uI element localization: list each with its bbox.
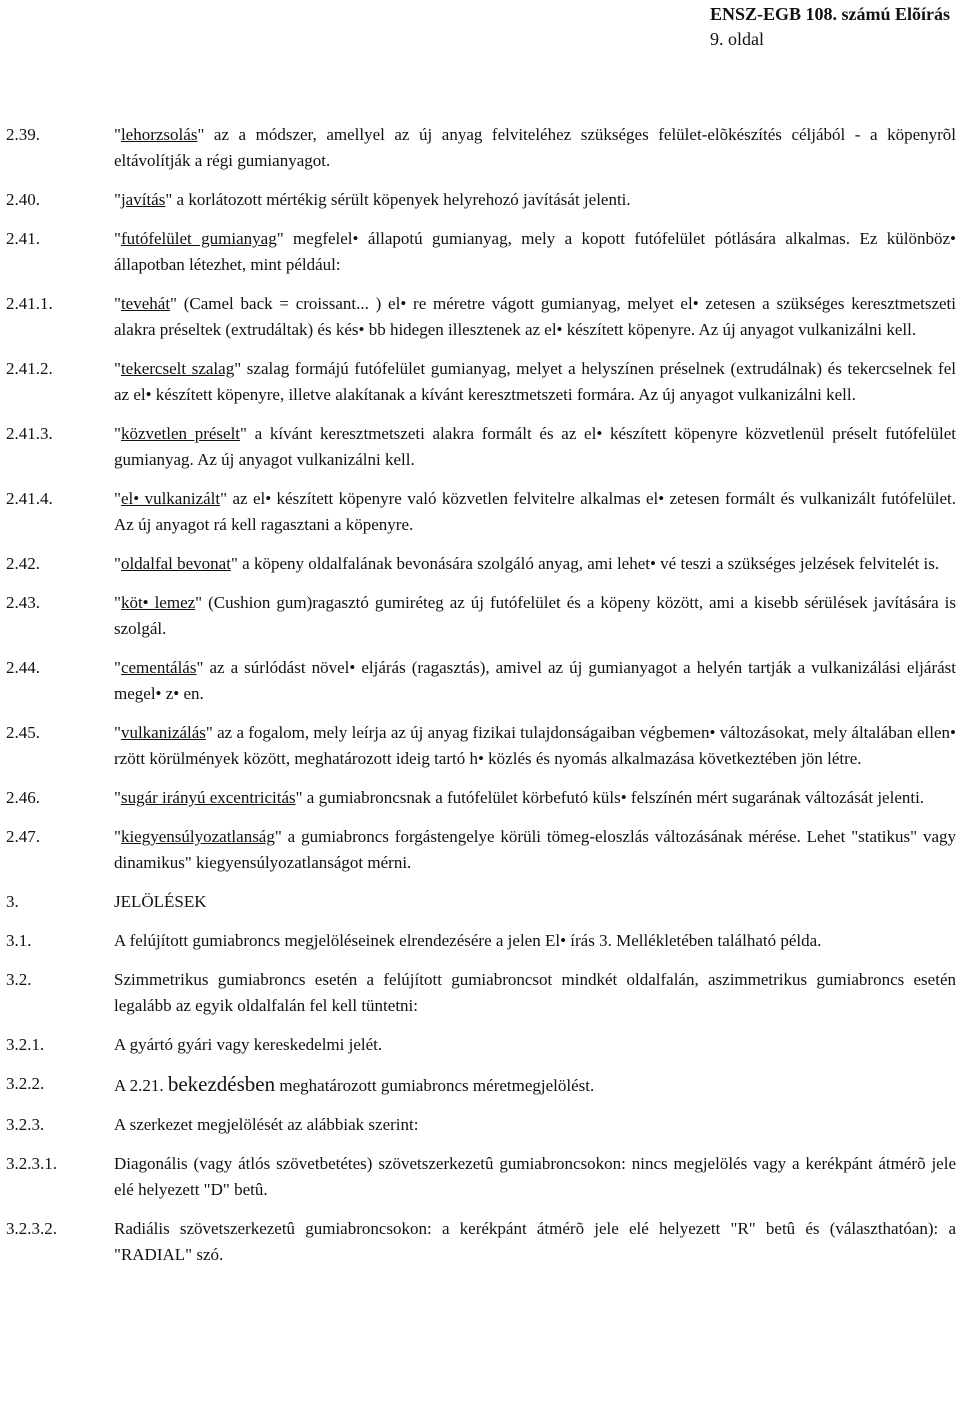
definition-entry	[6, 590, 956, 642]
quote-open: "	[114, 827, 121, 846]
section-item	[6, 1112, 956, 1138]
definition-text: " (Cushion gum)ragasztó gumiréteg az új futófelület és a köpeny között, ami a kisebb sérülések javítására is szolgál.	[114, 593, 956, 638]
section-item	[6, 928, 956, 954]
entry-number: 2.47.	[6, 827, 40, 846]
definition-text: " a kívánt keresztmetszeti alakra formált és az el• készített köpenyre közvetlenül préselt futófelület gumianyag. Az új anyagot vulkanizálni kell.	[114, 424, 956, 469]
defined-term: futófelület gumianyag	[120, 229, 277, 248]
quote-open: "	[114, 723, 121, 742]
quote-open: "	[114, 125, 121, 144]
entry-number: 2.46.	[6, 788, 40, 807]
definition-text: " az a fogalom, mely leírja az új anyag fizikai tulajdonságaiban végbemen• változásokat, mely általában ellen• rzött körülmények között, meghatározott ideig tartó h• közlés és nyomás alkalmazása következtében jön létre.	[114, 723, 956, 768]
item-text-emphasis: bekezdésben	[167, 1072, 276, 1096]
quote-open: "	[114, 229, 121, 248]
defined-term: vulkanizálás	[120, 723, 206, 742]
item-text: Szimmetrikus gumiabroncs esetén a felújított gumiabroncsot mindkét oldalfalán, aszimmetrikus gumiabroncs esetén legalább az egyik oldalfalán fel kell tüntetni:	[114, 970, 956, 1015]
definition-entry	[6, 421, 956, 473]
item-number: 3.2.2.	[6, 1074, 45, 1093]
definition-text: " a köpeny oldalfalának bevonására szolgáló anyag, ami lehet• vé teszi a szükséges jelzések felvitelét is.	[230, 554, 940, 573]
defined-term: köt• lemez	[120, 593, 196, 612]
section-items	[6, 928, 956, 1268]
entry-number: 2.40.	[6, 190, 40, 209]
definitions-list	[6, 122, 956, 876]
entry-number: 2.42.	[6, 554, 40, 573]
entry-text	[114, 187, 956, 213]
definition-text: " szalag formájú futófelület gumianyag, melyet a helyszínen préselnek (extrudálnak) és tekercselnek fel az el• készített köpenyre, illetve alakítanak a kívánt keresztmetszeti formára. Az új anyagot vulkanizálni kell.	[114, 359, 956, 404]
definition-text: " az a súrlódást növel• eljárás (ragasztás), amivel az új gumianyagot a helyén tartják a vulkanizálási eljárást megel• z• en.	[114, 658, 956, 703]
entry-number: 2.43.	[6, 593, 40, 612]
page-header	[710, 2, 950, 52]
item-number: 3.2.1.	[6, 1035, 45, 1054]
definition-text: " megfelel• állapotú gumianyag, mely a kopott futófelület pótlására alkalmas. Ez különböz• állapotban létezhet, mint például:	[114, 229, 957, 274]
quote-open: "	[114, 489, 121, 508]
entry-number: 2.41.2.	[6, 359, 53, 378]
entry-number: 2.41.4.	[6, 489, 53, 508]
definition-entry	[6, 551, 956, 577]
section-item	[6, 967, 956, 1019]
item-text: Radiális szövetszerkezetû gumiabroncsokon: a kerékpánt átmérõ jele elé helyezett "R" betû és (választhatóan): a "RADIAL" szó.	[114, 1219, 956, 1264]
item-number: 3.2.3.1.	[6, 1154, 57, 1173]
quote-open: "	[114, 190, 121, 209]
section-item	[6, 1071, 956, 1099]
section-item	[6, 1216, 956, 1268]
quote-open: "	[114, 788, 121, 807]
entry-number: 2.45.	[6, 723, 40, 742]
definition-entry	[6, 720, 956, 772]
entry-text	[114, 785, 956, 811]
quote-open: "	[114, 554, 121, 573]
defined-term: sugár irányú excentricitás	[120, 788, 296, 807]
entry-text	[114, 590, 956, 642]
definition-entry	[6, 356, 956, 408]
defined-term: tevehát	[120, 294, 171, 313]
entry-text	[114, 421, 956, 473]
definition-entry	[6, 226, 956, 278]
definition-text: " a gumiabroncs forgástengelye körüli tömeg-eloszlás változásának mérése. Lehet "statikus" vagy dinamikus" kiegyensúlyozatlanságot mérni.	[114, 827, 956, 872]
defined-term: közvetlen préselt	[120, 424, 241, 443]
entry-text	[114, 226, 956, 278]
section-item	[6, 1032, 956, 1058]
definition-entry	[6, 785, 956, 811]
item-number: 3.2.3.	[6, 1115, 45, 1134]
definition-text: " a korlátozott mértékig sérült köpenyek helyrehozó javítását jelenti.	[165, 190, 631, 209]
definition-entry	[6, 122, 956, 174]
quote-open: "	[114, 294, 121, 313]
document-title: ENSZ-EGB 108. számú Elõírás	[709, 4, 950, 24]
entry-number: 2.39.	[6, 125, 40, 144]
item-text: A felújított gumiabroncs megjelöléseinek elrendezésére a jelen El• írás 3. Mellékletében található példa.	[114, 931, 822, 950]
item-text: Diagonális (vagy átlós szövetbetétes) szövetszerkezetû gumiabroncsokon: nincs megjelölés vagy a kerékpánt átmérõ jele elé helyezett "D" betû.	[114, 1154, 956, 1199]
entry-text	[114, 291, 956, 343]
section-heading	[6, 889, 956, 915]
defined-term: oldalfal bevonat	[120, 554, 231, 573]
document-body	[6, 122, 956, 1281]
item-number: 3.2.	[6, 970, 32, 989]
section-number: 3.	[6, 892, 19, 911]
quote-open: "	[114, 658, 121, 677]
definition-text: " az a módszer, amellyel az új anyag felviteléhez szükséges felület-elõkészítés céljából - a köpenyrõl eltávolítják a régi gumianyagot.	[114, 125, 956, 170]
definition-text: " (Camel back = croissant... ) el• re méretre vágott gumianyag, melyet el• zetesen a szükséges keresztmetszeti alakra préseltek (extrudáltak) és kés• bb hidegen illesztenek az el• készített köpenyre. Az új anyagot vulkanizálni kell.	[114, 294, 956, 339]
entry-text	[114, 356, 956, 408]
section-title: JELÖLÉSEK	[114, 892, 207, 911]
definition-entry	[6, 486, 956, 538]
defined-term: javítás	[120, 190, 166, 209]
section-item	[6, 1151, 956, 1203]
entry-text	[114, 551, 956, 577]
item-number: 3.2.3.2.	[6, 1219, 57, 1238]
entry-number: 2.41.1.	[6, 294, 53, 313]
defined-term: el• vulkanizált	[120, 489, 221, 508]
item-number: 3.1.	[6, 931, 32, 950]
quote-open: "	[114, 593, 121, 612]
item-text: A szerkezet megjelölését az alábbiak szerint:	[114, 1115, 419, 1134]
quote-open: "	[114, 359, 121, 378]
entry-text	[114, 486, 956, 538]
entry-number: 2.41.	[6, 229, 40, 248]
item-text-pre: A 2.21.	[114, 1076, 168, 1095]
definition-entry	[6, 655, 956, 707]
item-text	[114, 1071, 956, 1099]
entry-text	[114, 655, 956, 707]
entry-text	[114, 720, 956, 772]
entry-text	[114, 122, 956, 174]
definition-entry	[6, 824, 956, 876]
defined-term: lehorzsolás	[120, 125, 198, 144]
entry-number: 2.41.3.	[6, 424, 53, 443]
defined-term: kiegyensúlyozatlanság	[120, 827, 275, 846]
entry-number: 2.44.	[6, 658, 40, 677]
defined-term: tekercselt szalag	[120, 359, 235, 378]
page-number: 9. oldal	[709, 29, 764, 49]
definition-text: " a gumiabroncsnak a futófelület körbefutó küls• felszínén mért sugarának változását jelenti.	[295, 788, 925, 807]
definition-text: " az el• készített köpenyre való közvetlen felvitelre alkalmas el• zetesen formált és vulkanizált futófelület. Az új anyagot rá kell ragasztani a köpenyre.	[114, 489, 957, 534]
quote-open: "	[114, 424, 121, 443]
definition-entry	[6, 187, 956, 213]
item-text: A gyártó gyári vagy kereskedelmi jelét.	[114, 1035, 383, 1054]
definition-entry	[6, 291, 956, 343]
entry-text	[114, 824, 956, 876]
item-text-post: meghatározott gumiabroncs méretmegjelölést.	[275, 1076, 595, 1095]
defined-term: cementálás	[120, 658, 197, 677]
